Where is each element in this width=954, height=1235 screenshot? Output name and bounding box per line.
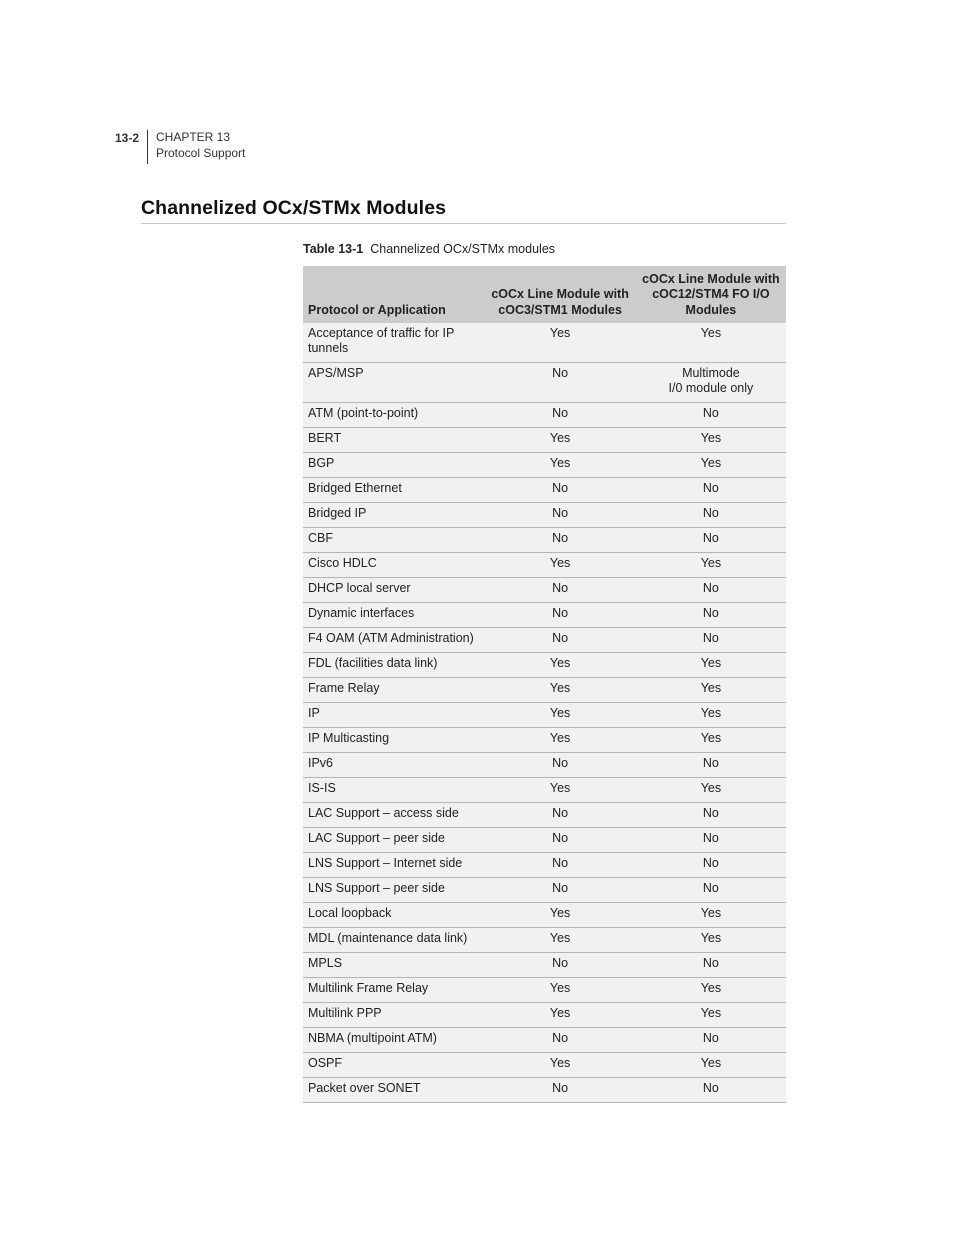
table-row xyxy=(303,1078,786,1103)
table-row xyxy=(303,363,786,403)
table-row xyxy=(303,603,786,628)
coc12-stm4-cell: Yes xyxy=(635,703,786,728)
table-caption xyxy=(303,242,555,256)
coc3-stm1-cell: Yes xyxy=(484,678,634,703)
table-header-row xyxy=(303,266,786,323)
coc3-stm1-cell: Yes xyxy=(484,903,634,928)
protocol-cell: Local loopback xyxy=(303,903,484,928)
coc12-stm4-cell: No xyxy=(635,803,786,828)
coc3-stm1-cell: No xyxy=(484,953,634,978)
table-row xyxy=(303,728,786,753)
protocol-cell: NBMA (multipoint ATM) xyxy=(303,1028,484,1053)
coc12-stm4-cell: Yes xyxy=(635,978,786,1003)
protocol-cell: DHCP local server xyxy=(303,578,484,603)
coc3-stm1-cell: Yes xyxy=(484,553,634,578)
protocol-cell: Dynamic interfaces xyxy=(303,603,484,628)
protocol-cell: IP xyxy=(303,703,484,728)
table-row xyxy=(303,1003,786,1028)
coc3-stm1-cell: No xyxy=(484,1078,634,1103)
coc12-stm4-cell: No xyxy=(635,878,786,903)
protocol-cell: IS-IS xyxy=(303,778,484,803)
protocol-cell: FDL (facilities data link) xyxy=(303,653,484,678)
coc12-stm4-cell: Yes xyxy=(635,928,786,953)
table-row xyxy=(303,853,786,878)
protocol-cell: Frame Relay xyxy=(303,678,484,703)
coc12-stm4-cell: No xyxy=(635,578,786,603)
coc12-stm4-cell: Yes xyxy=(635,778,786,803)
title-rule xyxy=(141,223,786,224)
coc3-stm1-cell: Yes xyxy=(484,1053,634,1078)
coc12-stm4-cell: Yes xyxy=(635,1003,786,1028)
table-caption-text: Channelized OCx/STMx modules xyxy=(370,242,556,256)
header-divider xyxy=(147,130,148,164)
protocol-cell: F4 OAM (ATM Administration) xyxy=(303,628,484,653)
protocol-cell: ATM (point-to-point) xyxy=(303,403,484,428)
coc12-stm4-cell: No xyxy=(635,1078,786,1103)
table-row xyxy=(303,753,786,778)
protocol-cell: CBF xyxy=(303,528,484,553)
coc12-stm4-cell: Yes xyxy=(635,428,786,453)
table-row xyxy=(303,903,786,928)
coc3-stm1-cell: No xyxy=(484,628,634,653)
coc3-stm1-cell: No xyxy=(484,503,634,528)
coc12-stm4-cell: No xyxy=(635,603,786,628)
coc3-stm1-cell: No xyxy=(484,878,634,903)
protocol-cell: Bridged Ethernet xyxy=(303,478,484,503)
chapter-label: CHAPTER 13 xyxy=(156,130,231,144)
coc12-stm4-cell: No xyxy=(635,528,786,553)
coc12-stm4-cell: Yes xyxy=(635,1053,786,1078)
coc3-stm1-cell: No xyxy=(484,828,634,853)
coc12-stm4-cell: No xyxy=(635,828,786,853)
protocol-cell: Acceptance of traffic for IP tunnels xyxy=(303,323,484,363)
coc3-stm1-cell: No xyxy=(484,403,634,428)
table-row xyxy=(303,778,786,803)
table-row xyxy=(303,928,786,953)
coc3-stm1-cell: Yes xyxy=(484,323,634,363)
table-row xyxy=(303,1053,786,1078)
protocol-cell: Multilink Frame Relay xyxy=(303,978,484,1003)
table-row xyxy=(303,803,786,828)
table-row xyxy=(303,403,786,428)
table-row xyxy=(303,503,786,528)
coc12-stm4-cell: Yes xyxy=(635,553,786,578)
table-row xyxy=(303,878,786,903)
protocol-support-table xyxy=(303,266,786,1103)
coc12-stm4-cell: Yes xyxy=(635,903,786,928)
coc3-stm1-cell: Yes xyxy=(484,453,634,478)
protocol-cell: LNS Support – Internet side xyxy=(303,853,484,878)
coc12-stm4-cell: Yes xyxy=(635,678,786,703)
protocol-cell: IP Multicasting xyxy=(303,728,484,753)
table-row xyxy=(303,528,786,553)
coc3-stm1-cell: Yes xyxy=(484,978,634,1003)
coc12-stm4-cell: No xyxy=(635,753,786,778)
coc3-stm1-cell: Yes xyxy=(484,1003,634,1028)
coc3-stm1-cell: Yes xyxy=(484,778,634,803)
coc12-stm4-cell: Yes xyxy=(635,453,786,478)
protocol-cell: BERT xyxy=(303,428,484,453)
table-row xyxy=(303,553,786,578)
coc3-stm1-cell: Yes xyxy=(484,428,634,453)
section-title: Channelized OCx/STMx Modules xyxy=(141,197,447,219)
protocol-cell: Cisco HDLC xyxy=(303,553,484,578)
coc3-stm1-cell: No xyxy=(484,363,634,403)
protocol-cell: Bridged IP xyxy=(303,503,484,528)
coc12-stm4-cell: No xyxy=(635,403,786,428)
column-header-protocol: Protocol or Application xyxy=(303,266,484,323)
chapter-title: Protocol Support xyxy=(156,145,246,160)
coc12-stm4-cell: No xyxy=(635,853,786,878)
protocol-cell: IPv6 xyxy=(303,753,484,778)
coc12-stm4-cell: Yes xyxy=(635,653,786,678)
coc12-stm4-cell: Multimode I/0 module only xyxy=(635,363,786,403)
table-row xyxy=(303,828,786,853)
coc3-stm1-cell: No xyxy=(484,853,634,878)
coc3-stm1-cell: Yes xyxy=(484,703,634,728)
coc3-stm1-cell: Yes xyxy=(484,728,634,753)
page-number: 13-2 xyxy=(115,131,140,145)
coc12-stm4-cell: No xyxy=(635,628,786,653)
protocol-cell: MDL (maintenance data link) xyxy=(303,928,484,953)
protocol-cell: BGP xyxy=(303,453,484,478)
coc3-stm1-cell: No xyxy=(484,1028,634,1053)
protocol-cell: OSPF xyxy=(303,1053,484,1078)
protocol-cell: Packet over SONET xyxy=(303,1078,484,1103)
table-caption-label: Table 13-1 xyxy=(303,242,364,256)
table-row xyxy=(303,978,786,1003)
coc12-stm4-cell: Yes xyxy=(635,728,786,753)
table-body xyxy=(303,323,786,1103)
coc3-stm1-cell: No xyxy=(484,578,634,603)
coc12-stm4-cell: Yes xyxy=(635,323,786,363)
protocol-cell: APS/MSP xyxy=(303,363,484,403)
table-row xyxy=(303,678,786,703)
table-row xyxy=(303,578,786,603)
table-row xyxy=(303,703,786,728)
table-row xyxy=(303,428,786,453)
protocol-cell: LAC Support – access side xyxy=(303,803,484,828)
table-row xyxy=(303,953,786,978)
coc3-stm1-cell: No xyxy=(484,753,634,778)
coc3-stm1-cell: Yes xyxy=(484,653,634,678)
column-header-coc3-stm1: cOCx Line Module with cOC3/STM1 Modules xyxy=(484,266,634,323)
coc3-stm1-cell: Yes xyxy=(484,928,634,953)
coc12-stm4-cell: No xyxy=(635,503,786,528)
table-row xyxy=(303,628,786,653)
table-row xyxy=(303,478,786,503)
coc12-stm4-cell: No xyxy=(635,953,786,978)
coc3-stm1-cell: No xyxy=(484,603,634,628)
protocol-cell: Multilink PPP xyxy=(303,1003,484,1028)
coc3-stm1-cell: No xyxy=(484,803,634,828)
table-row xyxy=(303,653,786,678)
coc3-stm1-cell: No xyxy=(484,528,634,553)
table-row xyxy=(303,453,786,478)
column-header-coc12-stm4: cOCx Line Module with cOC12/STM4 FO I/O Modules xyxy=(635,266,786,323)
protocol-cell: LAC Support – peer side xyxy=(303,828,484,853)
coc3-stm1-cell: No xyxy=(484,478,634,503)
running-header xyxy=(156,130,245,161)
protocol-cell: LNS Support – peer side xyxy=(303,878,484,903)
table-row xyxy=(303,1028,786,1053)
coc12-stm4-cell: No xyxy=(635,1028,786,1053)
coc12-stm4-cell: No xyxy=(635,478,786,503)
protocol-cell: MPLS xyxy=(303,953,484,978)
table-row xyxy=(303,323,786,363)
